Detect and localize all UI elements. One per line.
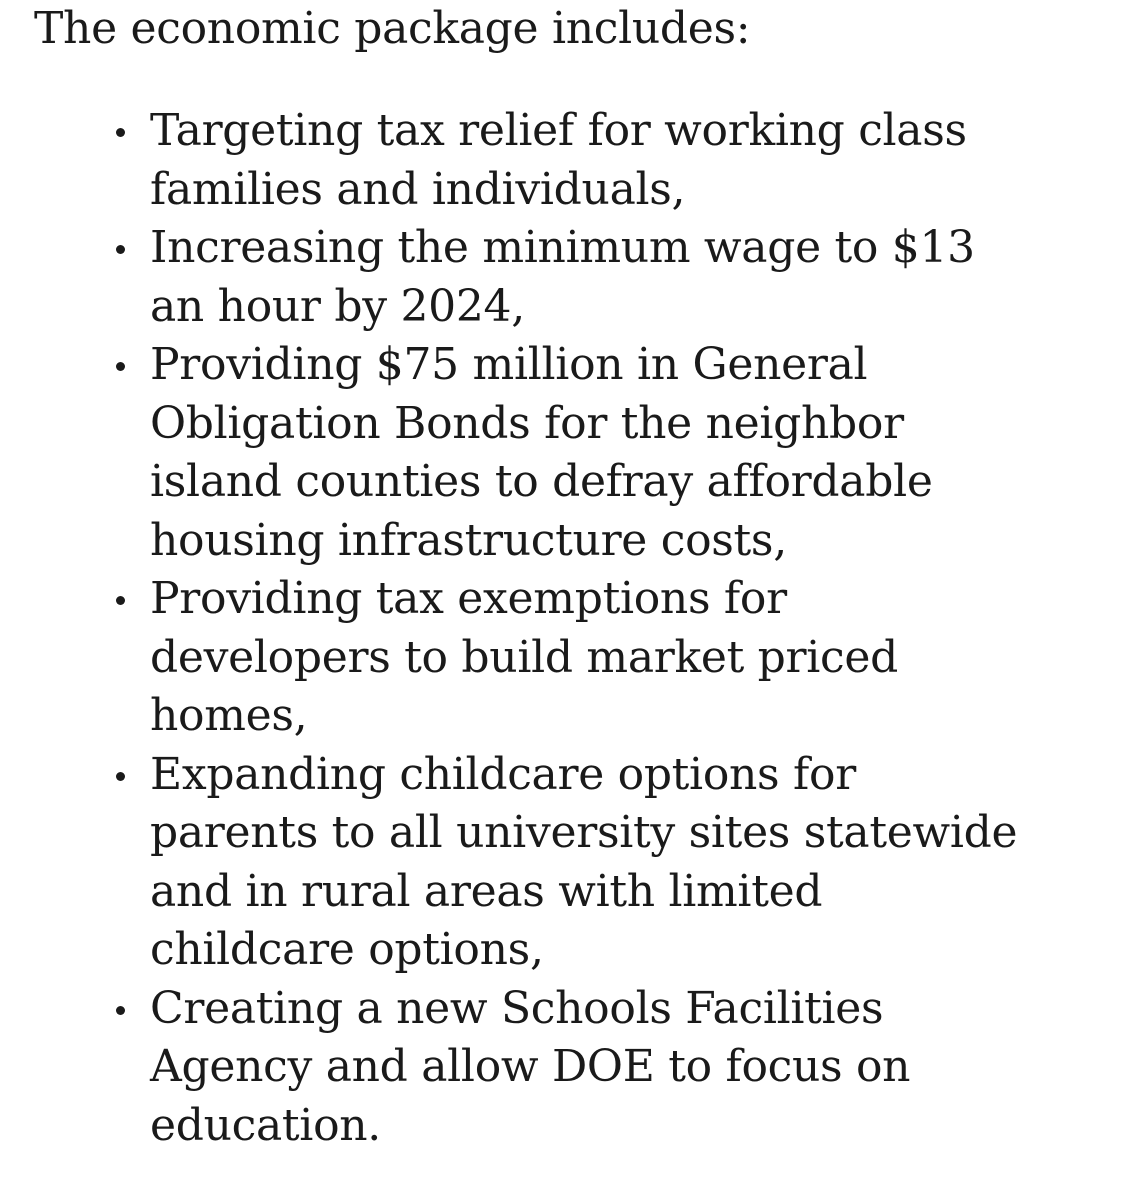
list-item-line: Targeting tax relief for working class xyxy=(150,105,967,156)
list-item xyxy=(34,336,1114,570)
bullet-icon xyxy=(116,362,125,371)
list-item-line: developers to build market priced xyxy=(150,631,899,683)
bullet-list xyxy=(34,102,1114,1155)
list-item-line: Agency and allow DOE to focus on xyxy=(150,1041,911,1092)
list-item-line: housing infrastructure costs, xyxy=(150,514,787,566)
list-item-line: Obligation Bonds for the neighbor xyxy=(150,397,904,449)
list-item xyxy=(34,980,1114,1156)
list-item-line: Providing $75 million in General xyxy=(150,339,868,390)
list-item-line: Creating a new Schools Facilities xyxy=(150,982,884,1034)
list-item-line: childcare options, xyxy=(150,924,544,975)
list-item-line: Expanding childcare options for xyxy=(150,748,856,800)
bullet-icon xyxy=(116,128,125,137)
list-item-line: education. xyxy=(150,1099,381,1151)
list-item xyxy=(34,570,1114,746)
list-item-line: an hour by 2024, xyxy=(150,280,525,332)
bullet-icon xyxy=(116,596,125,605)
bullet-icon xyxy=(116,1006,125,1015)
list-item-line: and in rural areas with limited xyxy=(150,865,823,917)
list-item xyxy=(34,219,1114,336)
list-item xyxy=(34,746,1114,980)
bullet-icon xyxy=(116,245,125,254)
list-item-line: homes, xyxy=(150,690,308,741)
list-item xyxy=(34,102,1114,219)
list-item-line: island counties to defray affordable xyxy=(150,456,933,507)
document-body xyxy=(34,0,1114,1155)
list-item-line: parents to all university sites statewide xyxy=(150,807,1018,858)
list-item-line: Increasing the minimum wage to $13 xyxy=(150,222,975,273)
list-item-line: families and individuals, xyxy=(150,163,686,215)
intro-paragraph: The economic package includes: xyxy=(34,3,751,54)
bullet-icon xyxy=(116,772,125,781)
list-item-line: Providing tax exemptions for xyxy=(150,573,787,624)
